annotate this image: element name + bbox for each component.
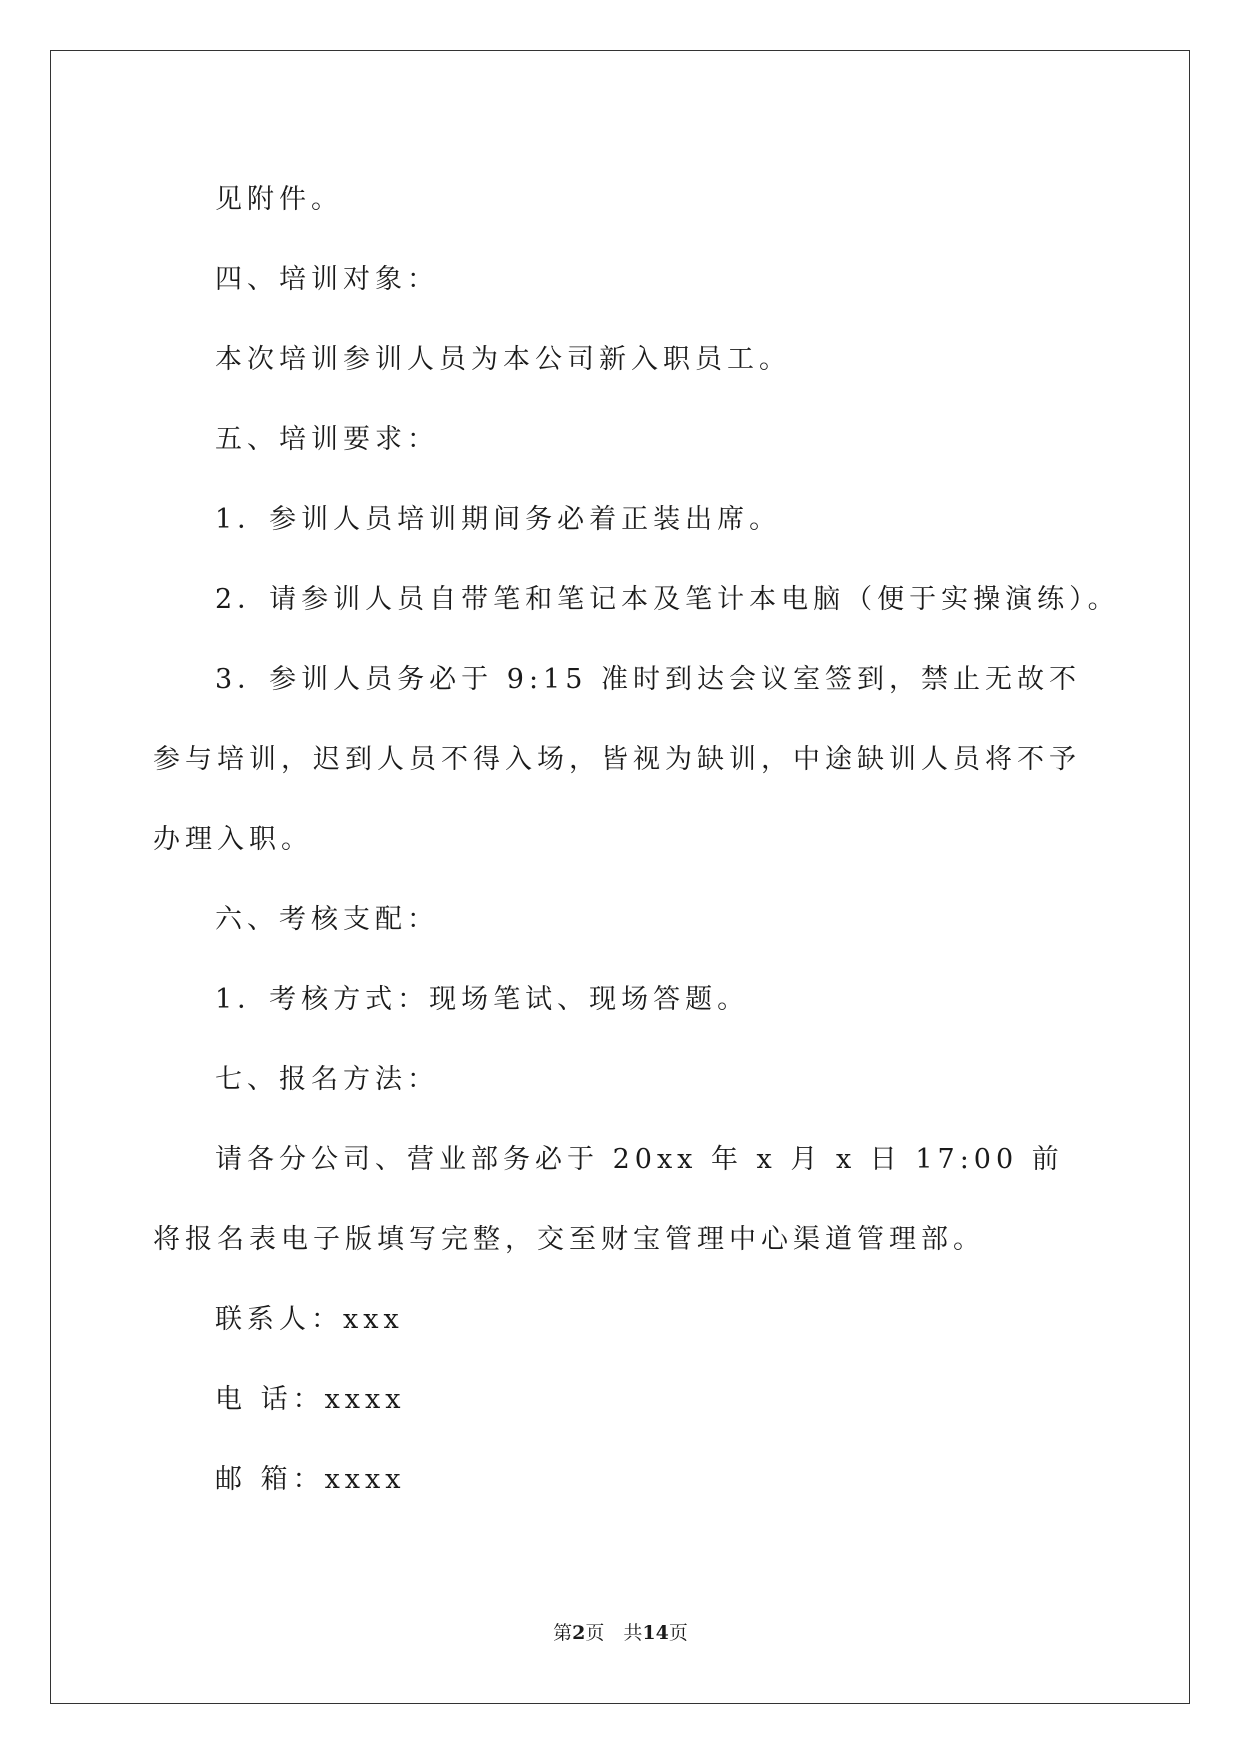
requirement-item-2: 2．请参训人员自带笔和笔记本及笔计本电脑（便于实操演练）。 xyxy=(215,584,1120,615)
footer-page-total: 14 xyxy=(642,1622,669,1644)
page-footer xyxy=(0,1618,1241,1645)
paragraph-registration: 请各分公司、营业部务必于 20xx 年 x 月 x 日 17:00 前将报名表电子版填写完整，交至财宝管理中心渠道管理部。 xyxy=(153,1144,1064,1255)
footer-prefix: 第 xyxy=(553,1622,573,1644)
heading-training-requirements: 五、培训要求： xyxy=(215,424,439,455)
contact-person: 联系人：xxx xyxy=(215,1304,404,1335)
footer-mid: 页 共 xyxy=(585,1622,643,1644)
footer-page-number: 2 xyxy=(572,1622,586,1644)
assessment-item-1: 1．考核方式：现场笔试、现场答题。 xyxy=(215,984,750,1015)
document-body xyxy=(153,160,1120,1520)
requirement-item-1: 1．参训人员培训期间务必着正装出席。 xyxy=(215,504,782,535)
heading-assessment: 六、考核支配： xyxy=(215,904,439,935)
contact-email: 邮 箱：xxxx xyxy=(215,1464,406,1495)
paragraph-attachment-note: 见附件。 xyxy=(215,184,343,215)
footer-suffix: 页 xyxy=(668,1622,688,1644)
paragraph-training-target: 本次培训参训人员为本公司新入职员工。 xyxy=(215,344,791,375)
heading-training-target: 四、培训对象： xyxy=(215,264,439,295)
requirement-item-3: 3．参训人员务必于 9:15 准时到达会议室签到，禁止无故不参与培训，迟到人员不得入场，皆视为缺训，中途缺训人员将不予办理入职。 xyxy=(153,664,1081,855)
contact-phone: 电 话：xxxx xyxy=(215,1384,406,1415)
heading-registration: 七、报名方法： xyxy=(215,1064,439,1095)
